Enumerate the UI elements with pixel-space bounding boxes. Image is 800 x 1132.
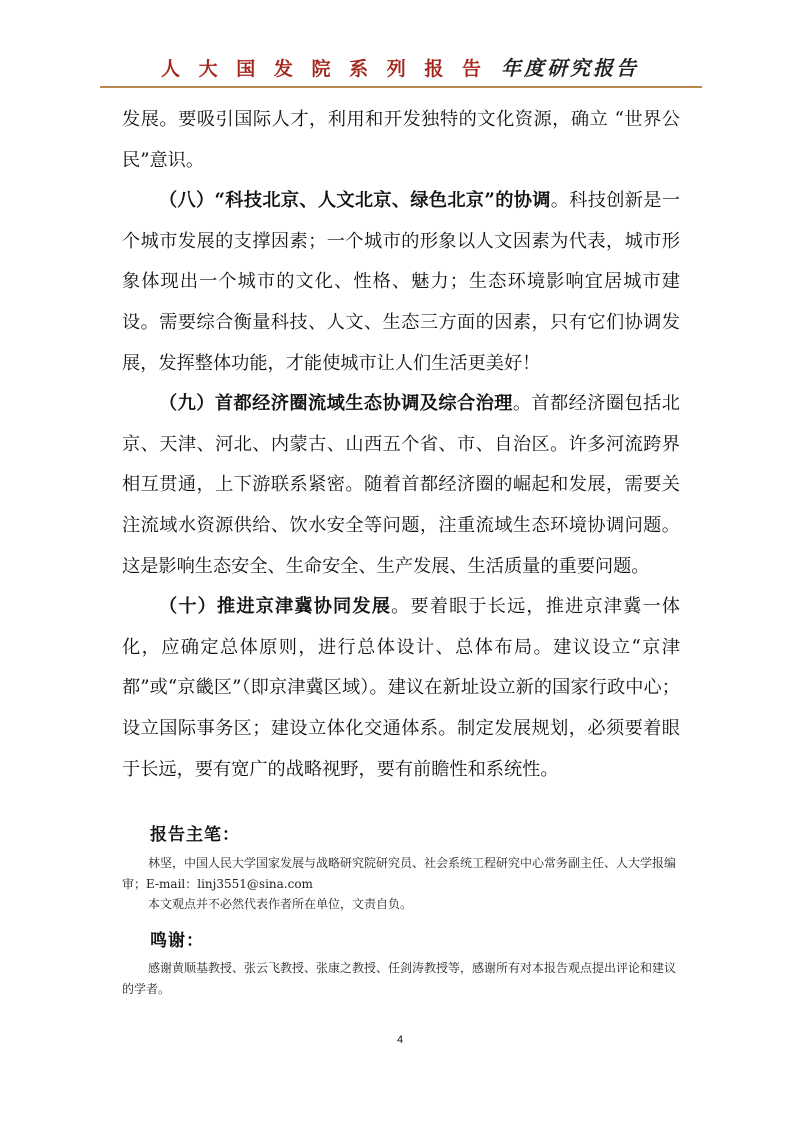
thanks-heading: 鸣谢：	[150, 931, 204, 951]
page-number: 4	[396, 1034, 404, 1046]
thanks-info	[122, 958, 682, 999]
report-type: 年度研究报告	[500, 56, 639, 80]
heading-nine: （九）首都经济圈流域生态协调及综合治理	[159, 393, 513, 415]
author-bio: 林坚，中国人民大学国家发展与战略研究院研究员、社会系统工程研究中心常务副主任、人大学报编审；E-mail：linj3551@sina.com	[122, 856, 677, 891]
paragraph-nine	[122, 384, 680, 587]
disclaimer: 本文观点并不必然代表作者所在单位，文责自负。	[148, 897, 413, 911]
body-eight: 。科技创新是一个城市发展的支撑因素；一个城市的形象以人文因素为代表，城市形象体现出一个城市的文化、性格、魅力；生态环境影响宜居城市建设。需要综合衡量科技、人文、生态三方面的因素，只有它们协调发展，发挥整体功能，才能使城市让人们生活更美好！	[122, 190, 680, 374]
running-header	[100, 52, 700, 90]
heading-ten: （十）推进京津冀协同发展	[159, 596, 392, 618]
paragraph-continued: 发展。要吸引国际人才，利用和开发独特的文化资源，确立 “世界公民”意识。	[122, 109, 680, 171]
body-nine: 。首都经济圈包括北京、天津、河北、内蒙古、山西五个省、市、自治区。许多河流跨界相互贯通，上下游联系紧密。随着首都经济圈的崛起和发展，需要关注流域水资源供给、饮水安全等问题，注重流域生态环境协调问题。这是影响生态安全、生命安全、生产发展、生活质量的重要问题。	[122, 393, 680, 577]
paragraph-ten	[122, 587, 680, 790]
main-body	[122, 100, 680, 790]
paragraph-eight	[122, 181, 680, 384]
author-heading: 报告主笔：	[150, 825, 240, 845]
heading-eight: （八）“科技北京、人文北京、绿色北京”的协调	[159, 190, 551, 212]
thanks-text: 感谢黄顺基教授、张云飞教授、张康之教授、任剑涛教授等，感谢所有对本报告观点提出评论和建议的学者。	[122, 961, 677, 996]
body-ten: 。要着眼于长远，推进京津冀一体化，应确定总体原则，进行总体设计、总体布局。建议设立“京津都”或“京畿区”（即京津冀区域）。建议在新址设立新的国家行政中心；设立国际事务区；建设立体化交通体系。制定发展规划，必须要着眼于长远，要有宽广的战略视野，要有前瞻性和系统性。	[122, 596, 680, 780]
series-title: 人 大 国 发 院 系 列 报 告	[161, 58, 487, 80]
header-divider	[100, 86, 702, 88]
author-info	[122, 853, 682, 915]
